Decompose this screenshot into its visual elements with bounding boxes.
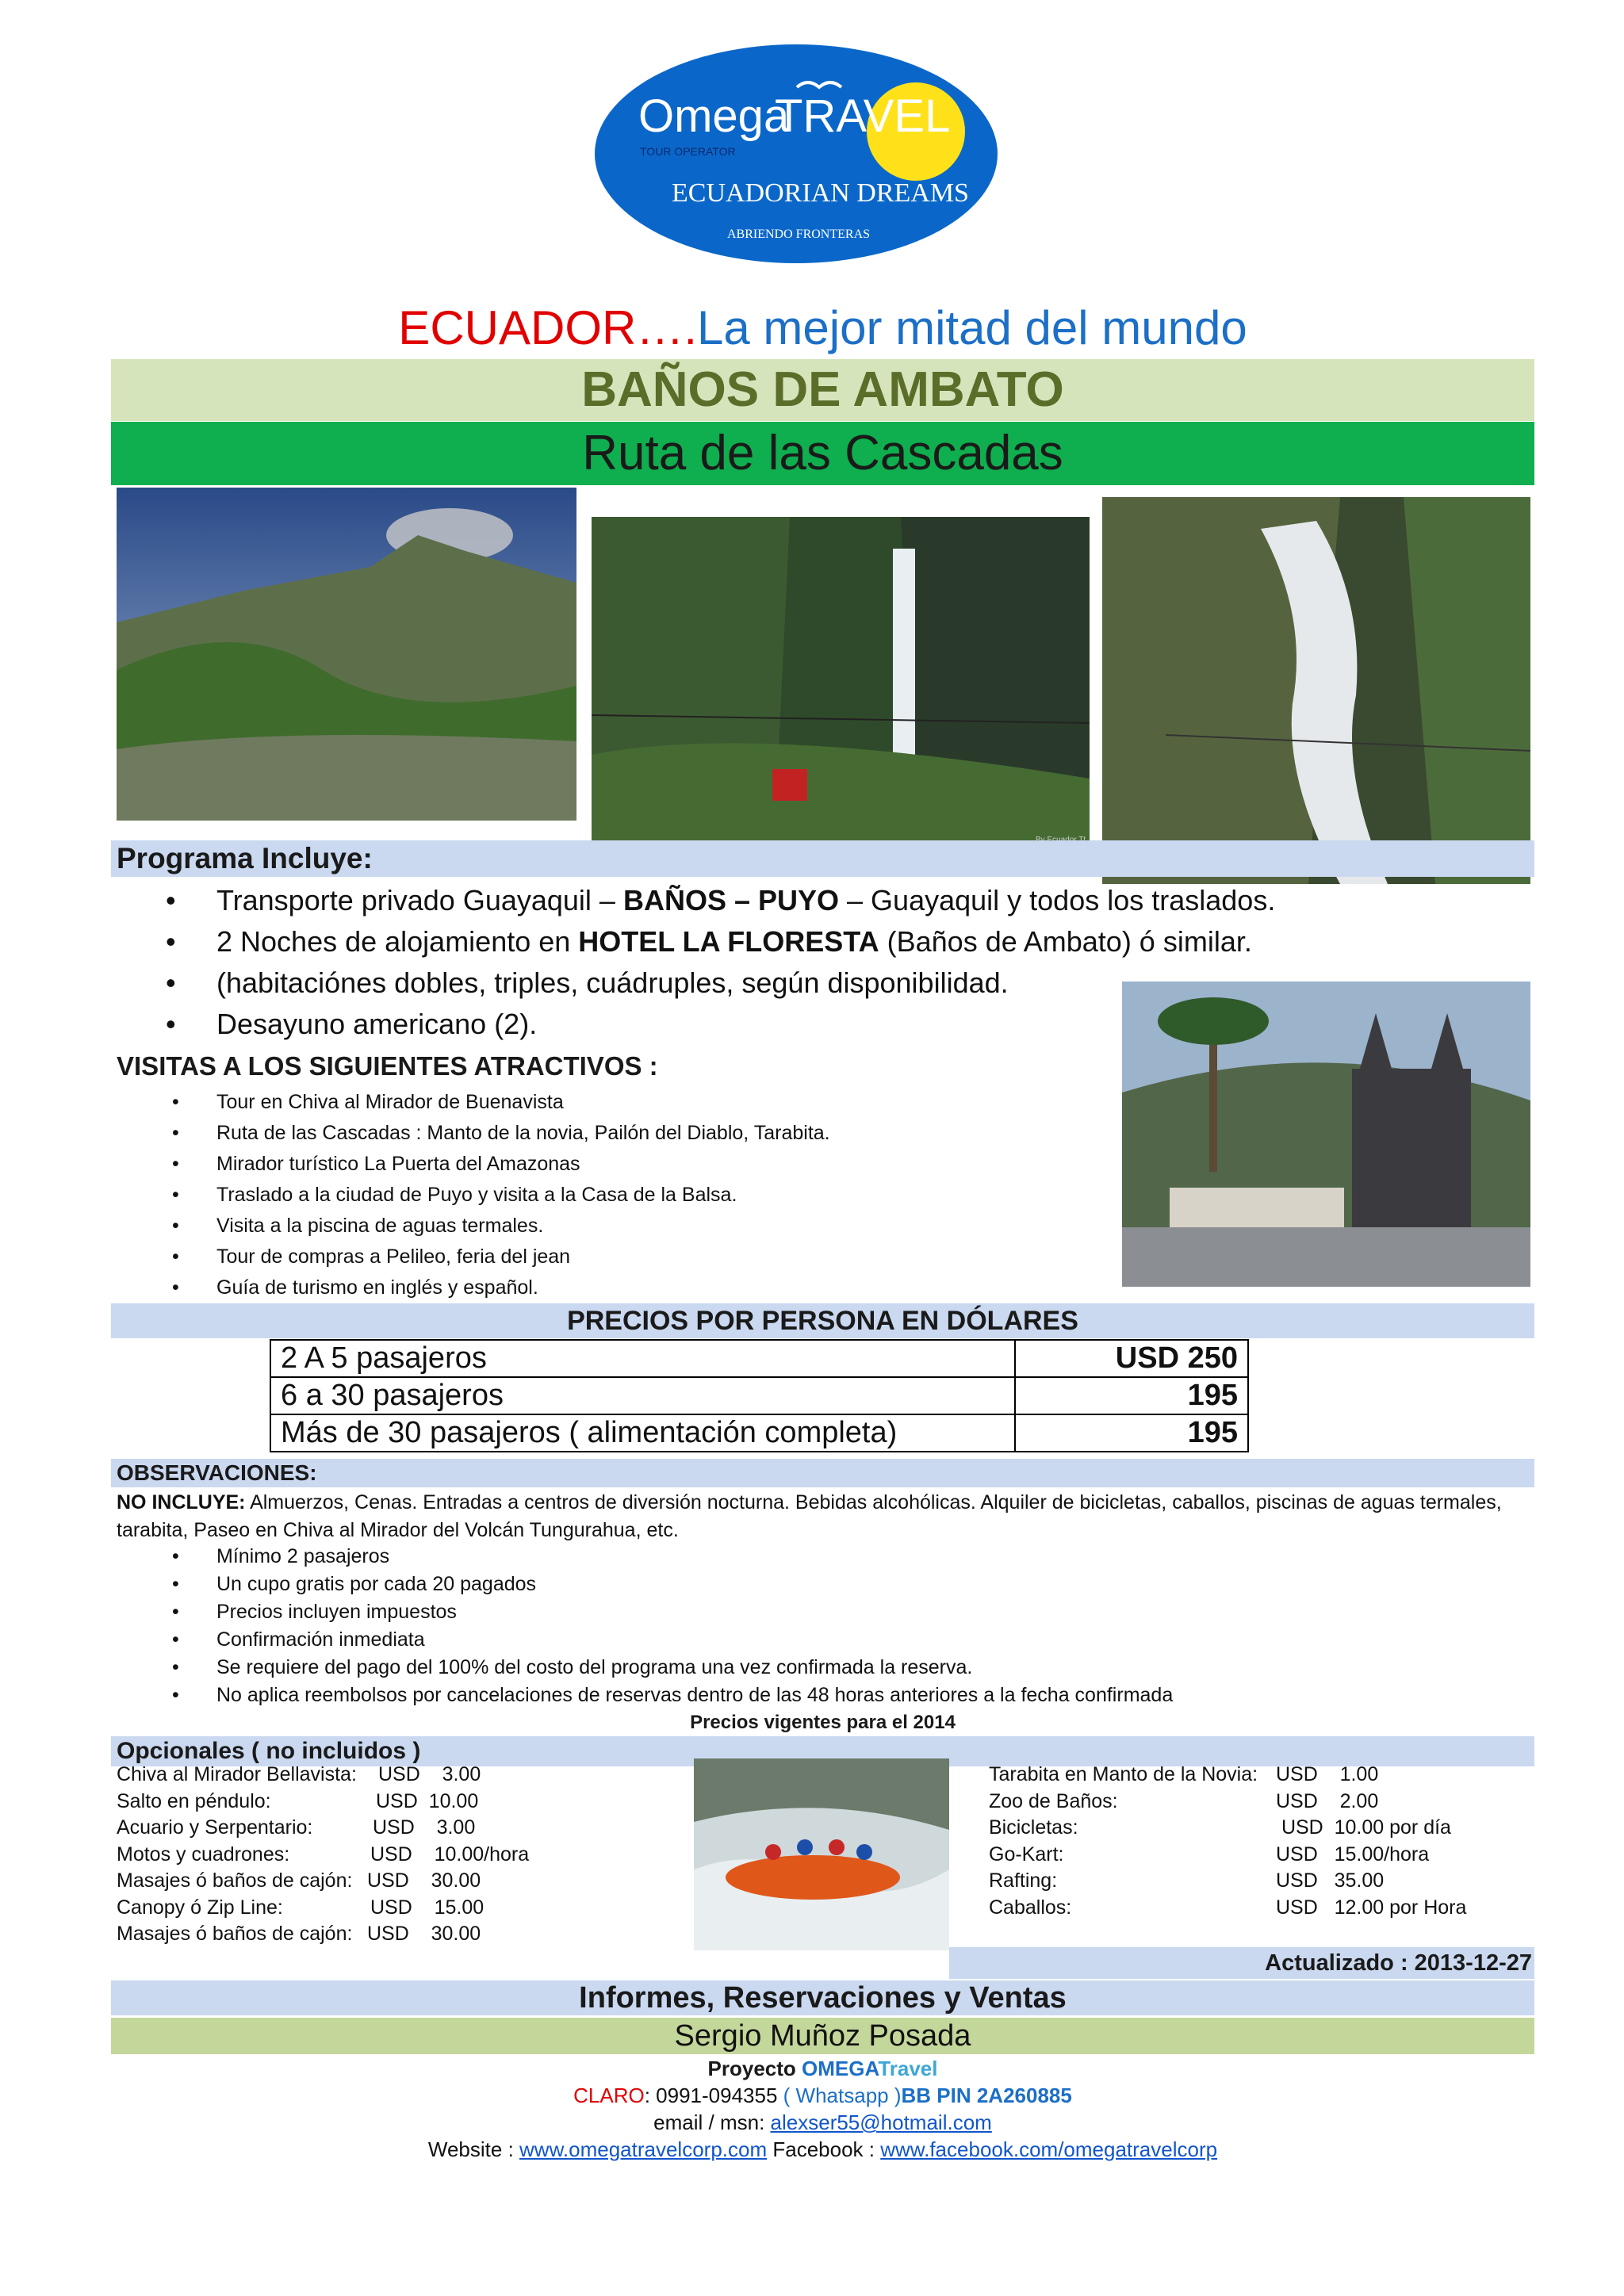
table-row xyxy=(270,1377,1248,1414)
list-item: • Tour de compras a Pelileo, feria del jean xyxy=(117,1242,1108,1272)
list-item: Masajes ó baños de cajón: USD 30.00 xyxy=(117,1923,481,1945)
contacto-heading: Informes, Reservaciones y Ventas xyxy=(579,1981,1067,2015)
list-item: • 2 Noches de alojamiento en HOTEL LA FLORESTA (Baños de Ambato) ó similar. xyxy=(117,921,1306,962)
opcionales-heading: Opcionales ( no incluidos ) xyxy=(117,1738,421,1764)
price-amount: 195 xyxy=(1015,1377,1248,1414)
logo-text-ecuadorian-dreams: ECUADORIAN DREAMS xyxy=(672,178,969,208)
precios-heading: PRECIOS POR PERSONA EN DÓLARES xyxy=(567,1306,1078,1336)
list-item: • Guía de turismo en inglés y español. xyxy=(117,1272,1108,1303)
visitas-heading: VISITAS A LOS SIGUIENTES ATRACTIVOS : xyxy=(117,1051,658,1081)
website-link[interactable]: www.omegatravelcorp.com xyxy=(519,2137,768,2161)
observaciones-heading: OBSERVACIONES: xyxy=(117,1460,317,1485)
prices-table xyxy=(270,1339,1249,1452)
observaciones-list xyxy=(117,1543,1465,1709)
list-item: Chiva al Mirador Bellavista: USD 3.00 xyxy=(117,1763,481,1785)
no-incluye-text: NO INCLUYE: Almuerzos, Cenas. Entradas a centros de diversión nocturna. Bebidas alcohólicas. Alquiler de bicicletas, caballos, piscinas de aguas termales, tarabita, Paseo en Chiva al Mirador del Volcán Tungurahua, etc. xyxy=(117,1491,1502,1541)
list-item: • Visita a la piscina de aguas termales. xyxy=(117,1211,1108,1242)
proyecto-line: Proyecto OMEGATravel xyxy=(707,2057,938,2080)
headline xyxy=(111,298,1534,358)
price-amount: USD 250 xyxy=(1015,1340,1248,1377)
actualizado-date: Actualizado : 2013-12-27 xyxy=(1265,1950,1532,1976)
web-line: Website : www.omegatravelcorp.com Facebook : www.facebook.com/omegatravelcorp xyxy=(427,2137,1218,2161)
photo-volcano-valley xyxy=(117,488,576,821)
list-item: Canopy ó Zip Line: USD 15.00 xyxy=(117,1896,485,1919)
list-item: Salto en péndulo: USD 10.00 xyxy=(117,1789,479,1812)
list-item: Motos y cuadrones: USD 10.00/hora xyxy=(117,1843,530,1866)
facebook-link[interactable]: www.facebook.com/omegatravelcorp xyxy=(880,2137,1218,2161)
list-item: • Tour en Chiva al Mirador de Buenavista xyxy=(117,1087,1108,1118)
opcionales-left-list xyxy=(117,1762,672,1948)
price-amount: 195 xyxy=(1015,1414,1248,1452)
headline-slogan: La mejor mitad del mundo xyxy=(697,301,1247,354)
list-item: Zoo de Baños: USD 2.00 xyxy=(989,1789,1379,1812)
list-item: Go-Kart: USD 15.00/hora xyxy=(989,1843,1430,1866)
list-item: Masajes ó baños de cajón: USD 30.00 xyxy=(117,1869,481,1892)
list-item: • Transporte privado Guayaquil – BAÑOS – PUYO – Guayaquil y todos los traslados. xyxy=(117,880,1306,921)
price-label: 2 A 5 pasajeros xyxy=(270,1340,1015,1377)
price-label: Más de 30 pasajeros ( alimentación completa) xyxy=(270,1414,1015,1452)
page-subtitle: Ruta de las Cascadas xyxy=(111,422,1534,485)
omega-travel-logo xyxy=(591,38,1002,270)
table-row xyxy=(270,1414,1248,1452)
list-item: • Desayuno americano (2). xyxy=(117,1004,1306,1045)
table-row xyxy=(270,1340,1248,1377)
opcionales-right-list xyxy=(989,1762,1536,1921)
contact-name: Sergio Muñoz Posada xyxy=(111,2018,1534,2054)
page-title: BAÑOS DE AMBATO xyxy=(111,359,1534,421)
list-item: • Confirmación inmediata xyxy=(117,1626,1465,1654)
price-label: 6 a 30 pasajeros xyxy=(270,1377,1015,1414)
logo-text-travel: TRAVEL xyxy=(775,90,951,142)
observaciones-heading-band xyxy=(111,1459,1534,1487)
visitas-list xyxy=(117,1087,1108,1303)
list-item: Tarabita en Manto de la Novia: USD 1.00 xyxy=(989,1763,1379,1785)
email-link[interactable]: alexser55@hotmail.com xyxy=(770,2110,992,2134)
phone-line: CLARO: 0991-094355 ( Whatsapp )BB PIN 2A260885 xyxy=(573,2084,1072,2107)
list-item: • No aplica reembolsos por cancelaciones de reservas dentro de las 48 horas anteriores a la fecha confirmada xyxy=(117,1682,1465,1709)
list-item: • Precios incluyen impuestos xyxy=(117,1598,1465,1626)
list-item: Caballos: USD 12.00 por Hora xyxy=(989,1896,1467,1919)
programa-heading: Programa Incluye: xyxy=(117,842,373,874)
list-item: • (habitaciónes dobles, triples, cuádruples, según disponibilidad. xyxy=(117,962,1306,1004)
list-item: Bicicletas: USD 10.00 por día xyxy=(989,1816,1451,1839)
photo-rafting xyxy=(694,1758,949,1950)
photo-waterfall-cable-car xyxy=(592,517,1090,848)
list-item: Rafting: USD 35.00 xyxy=(989,1869,1385,1892)
programa-list xyxy=(117,880,1306,1045)
vigencia-note: Precios vigentes para el 2014 xyxy=(690,1712,956,1733)
list-item: • Traslado a la ciudad de Puyo y visita a la Casa de la Balsa. xyxy=(117,1180,1108,1211)
logo-text-omega: Omega xyxy=(638,90,790,142)
photo-manto-de-la-novia-waterfall xyxy=(1102,497,1530,884)
list-item: • Un cupo gratis por cada 20 pagados xyxy=(117,1571,1465,1598)
list-item: • Mirador turístico La Puerta del Amazonas xyxy=(117,1149,1108,1180)
headline-ecuador: ECUADOR…. xyxy=(398,301,697,354)
logo-text-abriendo-fronteras: ABRIENDO FRONTERAS xyxy=(727,228,871,241)
email-line: email / msn: alexser55@hotmail.com xyxy=(653,2110,992,2134)
list-item: Acuario y Serpentario: USD 3.00 xyxy=(117,1816,476,1839)
list-item: • Se requiere del pago del 100% del costo del programa una vez confirmada la reserva. xyxy=(117,1654,1465,1682)
logo-text-tour-operator: TOUR OPERATOR xyxy=(640,145,736,158)
list-item: • Ruta de las Cascadas : Manto de la novia, Pailón del Diablo, Tarabita. xyxy=(117,1118,1108,1149)
list-item: • Mínimo 2 pasajeros xyxy=(117,1543,1465,1571)
